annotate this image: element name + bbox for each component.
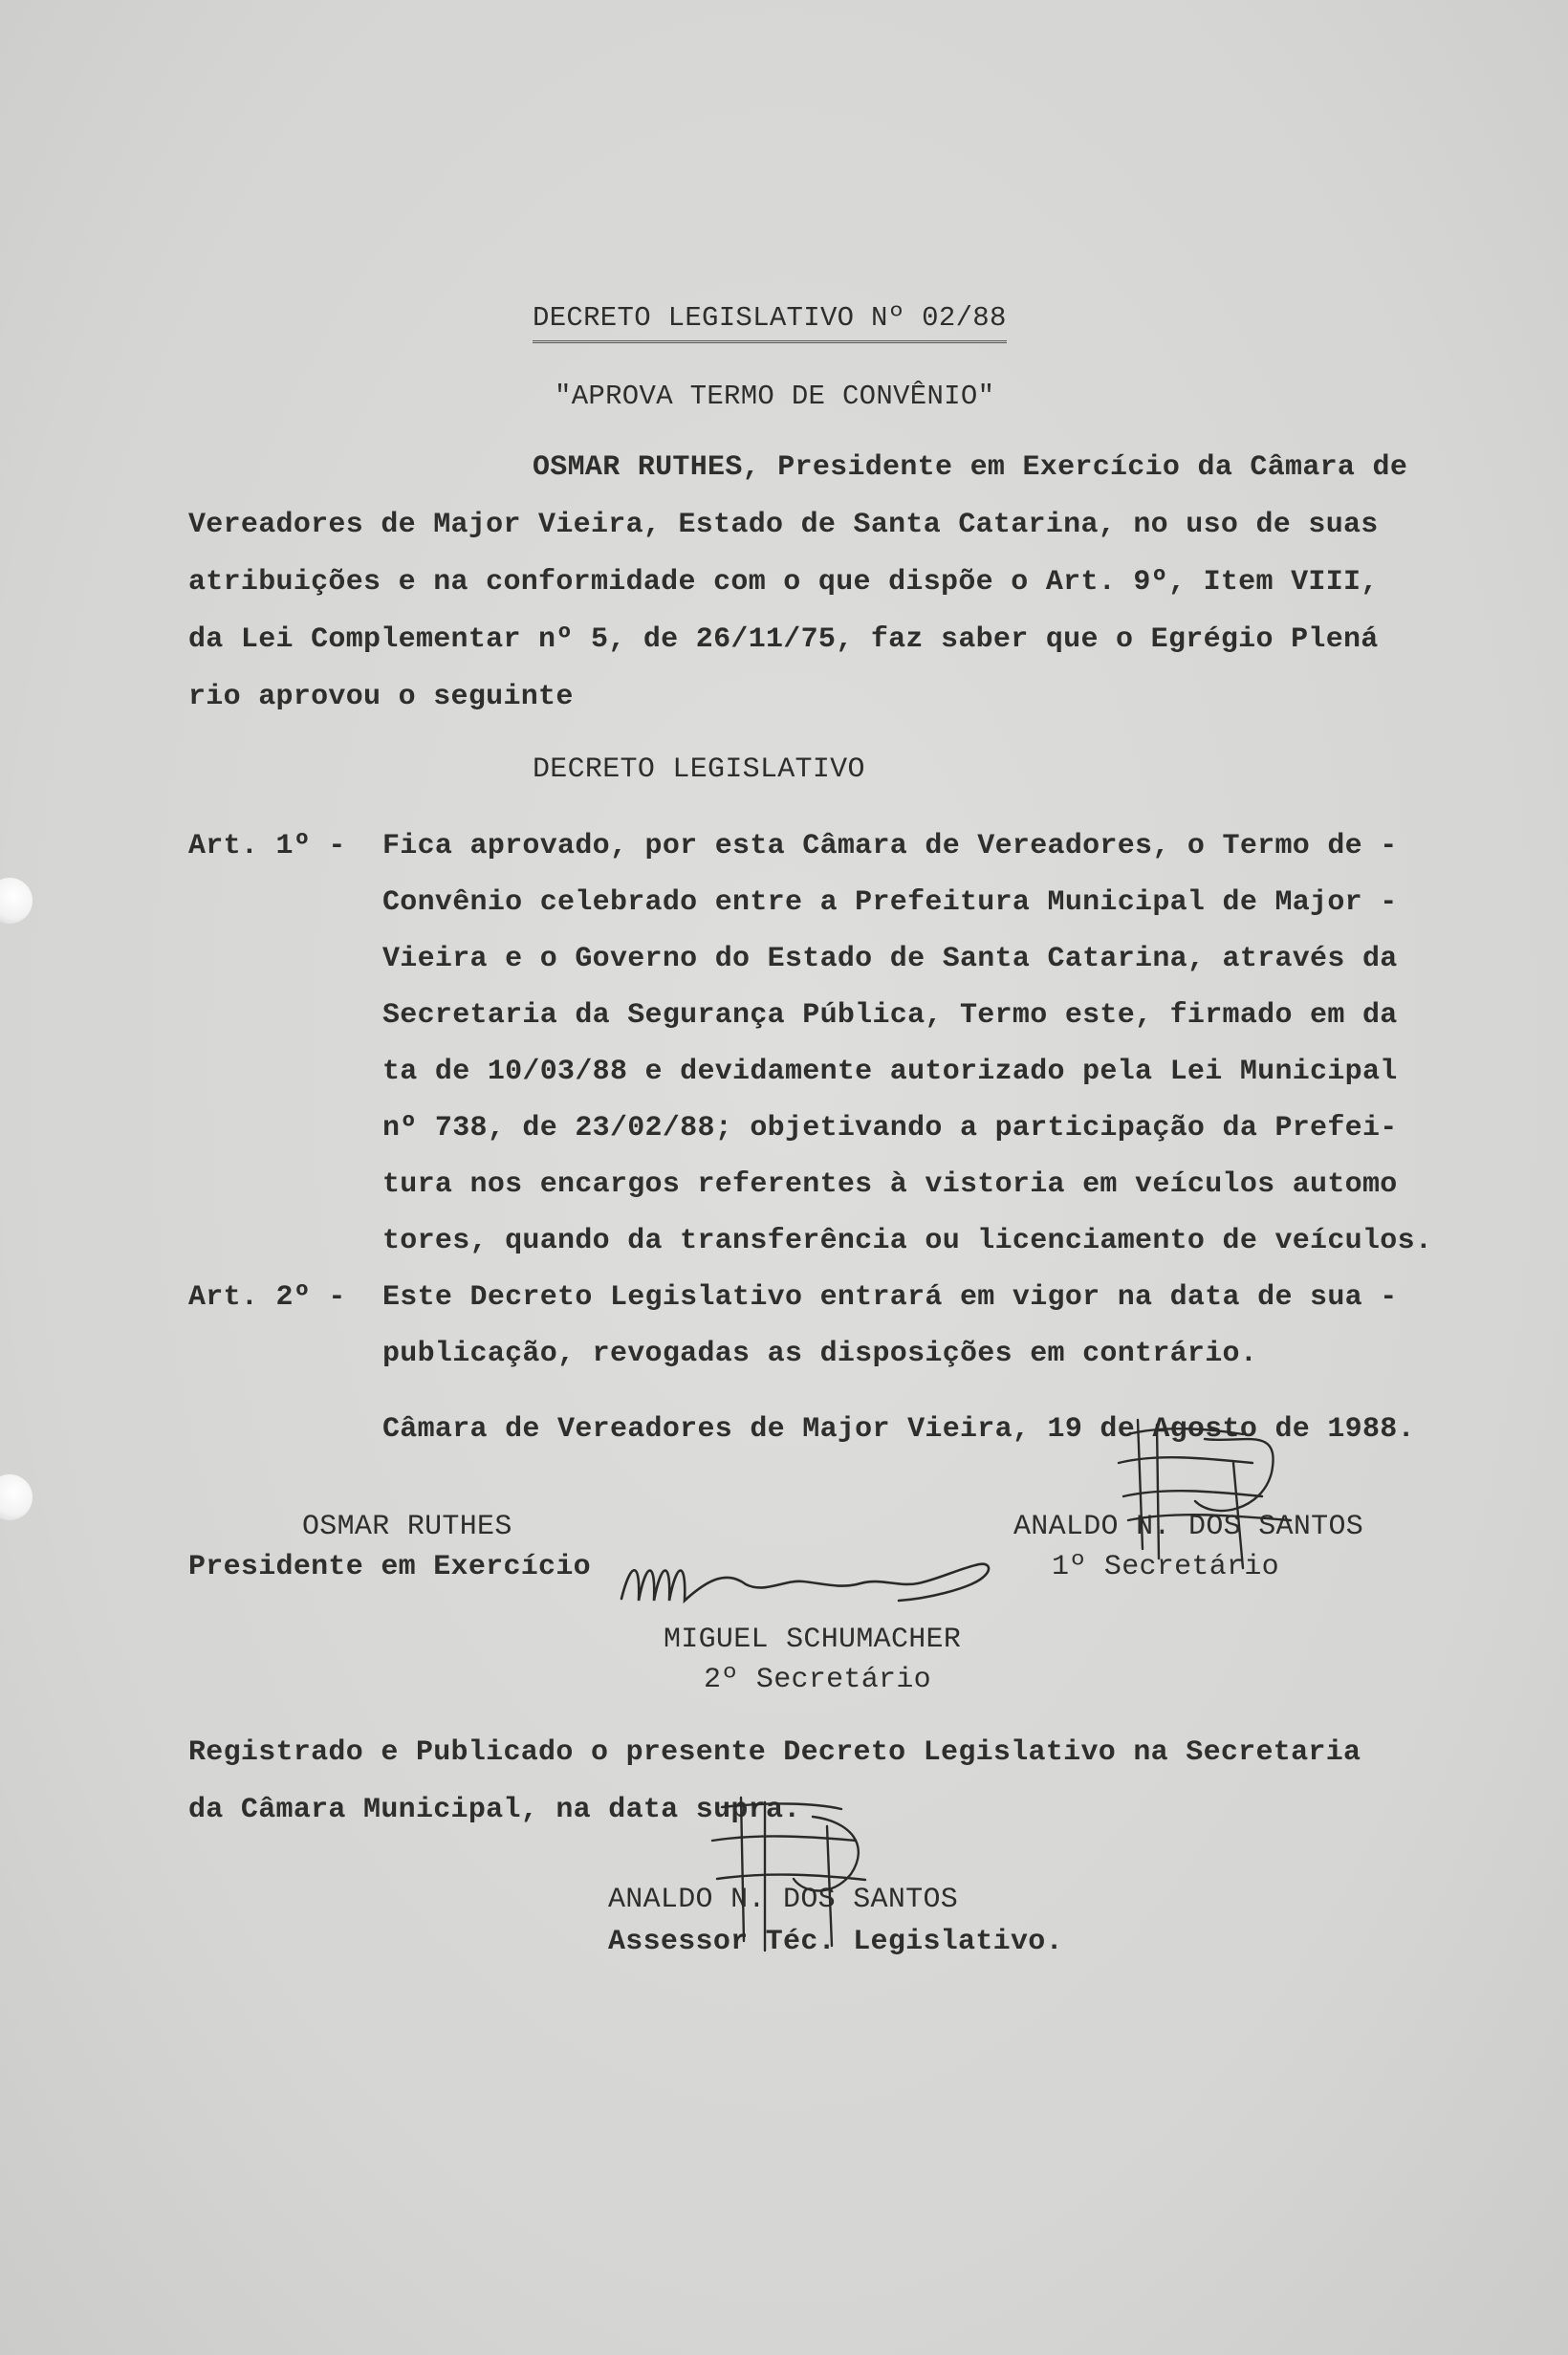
first-secretary-name: ANALDO N. DOS SANTOS (1013, 1511, 1364, 1543)
document-title: DECRETO LEGISLATIVO Nº 02/88 (533, 302, 1007, 334)
punch-hole-top (0, 878, 33, 924)
article-1-line-7: tura nos encargos referentes à vistoria em veículos automo (382, 1168, 1398, 1201)
document-subtitle: "APROVA TERMO DE CONVÊNIO" (555, 381, 995, 412)
intro-line-2: Vereadores de Major Vieira, Estado de Santa Catarina, no uso de suas (188, 509, 1379, 541)
article-1-line-3: Vieira e o Governo do Estado de Santa Catarina, através da (382, 943, 1398, 975)
article-1-line-1: Fica aprovado, por esta Câmara de Vereadores, o Termo de - (382, 830, 1398, 862)
president-role: Presidente em Exercício (188, 1551, 591, 1583)
section-title: DECRETO LEGISLATIVO (533, 753, 865, 786)
intro-line-1: OSMAR RUTHES, Presidente em Exercício da Câmara de (533, 451, 1408, 484)
article-1-label: Art. 1º - (188, 830, 346, 862)
assessor-name: ANALDO N. DOS SANTOS (608, 1884, 959, 1916)
date-line: Câmara de Vereadores de Major Vieira, 19 de Agosto de 1988. (382, 1413, 1415, 1446)
article-2-line-1: Este Decreto Legislativo entrará em vigor na data de sua - (382, 1281, 1398, 1314)
punch-hole-bottom (0, 1474, 33, 1520)
article-2-line-2: publicação, revogadas as disposições em contrário. (382, 1338, 1258, 1370)
document-title-block (533, 304, 1007, 343)
registration-line-1: Registrado e Publicado o presente Decreto Legislativo na Secretaria (188, 1736, 1361, 1769)
second-secretary-name: MIGUEL SCHUMACHER (664, 1624, 962, 1656)
second-secretary-signature (612, 1541, 1013, 1618)
intro-line-5: rio aprovou o seguinte (188, 681, 574, 713)
president-name: OSMAR RUTHES (302, 1511, 512, 1543)
intro-line-3: atribuições e na conformidade com o que dispõe o Art. 9º, Item VIII, (188, 566, 1379, 599)
second-secretary-role: 2º Secretário (704, 1664, 931, 1696)
article-2-label: Art. 2º - (188, 1281, 346, 1314)
title-double-underline (533, 337, 1007, 343)
assessor-signature (698, 1788, 880, 1960)
article-1-line-2: Convênio celebrado entre a Prefeitura Municipal de Major - (382, 886, 1398, 919)
article-1-line-8: tores, quando da transferência ou licenciamento de veículos. (382, 1225, 1433, 1257)
first-secretary-role: 1º Secretário (1052, 1551, 1279, 1583)
first-secretary-signature (1100, 1406, 1300, 1587)
article-1-line-4: Secretaria da Segurança Pública, Termo este, firmado em da (382, 999, 1398, 1032)
intro-line-4: da Lei Complementar nº 5, de 26/11/75, faz saber que o Egrégio Plená (188, 623, 1379, 656)
assessor-role: Assessor Téc. Legislativo. (608, 1926, 1063, 1958)
registration-line-2: da Câmara Municipal, na data supra. (188, 1794, 801, 1826)
article-1-line-5: ta de 10/03/88 e devidamente autorizado pela Lei Municipal (382, 1056, 1398, 1088)
article-1-line-6: nº 738, de 23/02/88; objetivando a participação da Prefei- (382, 1112, 1398, 1145)
